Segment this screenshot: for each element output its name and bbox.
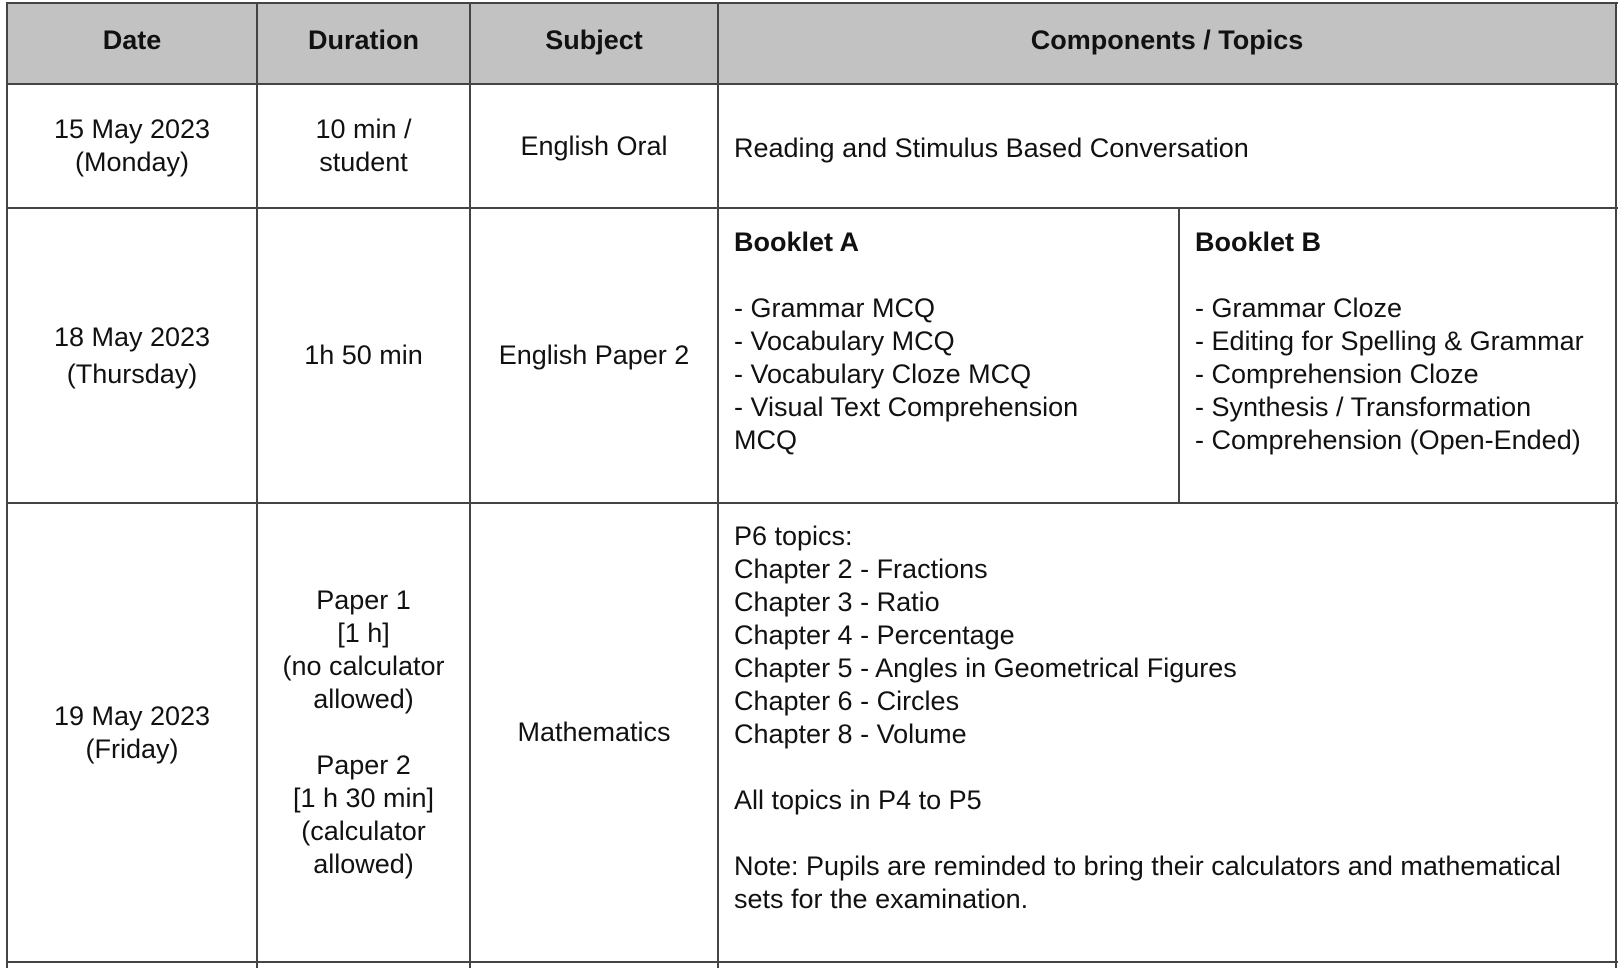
list-item: - Comprehension Cloze xyxy=(1195,359,1479,389)
all-topics-text: All topics in P4 to P5 xyxy=(734,785,982,815)
list-item: - Vocabulary MCQ xyxy=(734,326,955,356)
topics-intro: P6 topics: xyxy=(734,521,853,551)
booklet-b-title: Booklet B xyxy=(1195,227,1322,257)
header-date: Date xyxy=(102,24,162,55)
chapter-item: Chapter 2 - Fractions xyxy=(734,554,988,584)
paper2-line: Paper 2 xyxy=(316,750,411,780)
paper1-line: (no calculator xyxy=(282,651,445,681)
row-divider xyxy=(6,961,1618,963)
table-row-2-duration: 1h 50 min xyxy=(304,340,423,370)
chapter-item: Chapter 3 - Ratio xyxy=(734,587,940,617)
booklet-divider xyxy=(1178,208,1180,503)
list-item: - Comprehension (Open-Ended) xyxy=(1195,425,1581,455)
list-item: - Vocabulary Cloze MCQ xyxy=(734,359,1032,389)
chapter-item: Chapter 4 - Percentage xyxy=(734,620,1015,650)
date-text: 15 May 2023 xyxy=(53,114,211,144)
table-row-1-components: Reading and Stimulus Based Conversation xyxy=(734,133,1249,163)
day-text: (Monday) xyxy=(74,147,190,177)
paper2-line: allowed) xyxy=(313,849,414,879)
table-row-1-duration xyxy=(258,85,469,207)
list-item: - Synthesis / Transformation xyxy=(1195,392,1532,422)
table-row-3-components xyxy=(734,520,1561,916)
table-row-1-subject: English Oral xyxy=(520,130,668,161)
date-text: 19 May 2023 xyxy=(53,700,211,731)
table-row-1-date xyxy=(8,85,256,207)
chapter-item: Chapter 5 - Angles in Geometrical Figures xyxy=(734,653,1237,683)
header-components: Components / Topics xyxy=(1030,24,1304,55)
paper2-line: [1 h 30 min] xyxy=(292,783,435,813)
header-subject: Subject xyxy=(545,24,643,55)
table-row-2-subject: English Paper 2 xyxy=(498,340,690,370)
table-row-3-subject: Mathematics xyxy=(517,717,671,747)
paper1-line: allowed) xyxy=(313,684,414,714)
booklet-a xyxy=(734,226,1078,457)
list-item: - Grammar Cloze xyxy=(1195,293,1403,323)
day-text: (Thursday) xyxy=(66,358,198,389)
table-row-3-duration xyxy=(258,504,469,961)
duration-line: student xyxy=(319,147,408,177)
date-text: 18 May 2023 xyxy=(53,321,211,352)
duration-line: 10 min / xyxy=(315,114,412,144)
booklet-a-title: Booklet A xyxy=(734,227,860,257)
chapter-item: Chapter 6 - Circles xyxy=(734,686,960,716)
column-divider xyxy=(717,2,719,968)
paper2-line: (calculator xyxy=(301,816,426,846)
booklet-b xyxy=(1195,226,1584,457)
note-line: Note: Pupils are reminded to bring their calculators and mathematical xyxy=(734,851,1561,881)
table-row-3-date xyxy=(8,504,256,961)
list-item: - Grammar MCQ xyxy=(734,293,935,323)
list-item: - Editing for Spelling & Grammar xyxy=(1195,326,1584,356)
list-item: - Visual Text Comprehension xyxy=(734,392,1079,422)
paper1-line: Paper 1 xyxy=(316,585,411,615)
paper1-line: [1 h] xyxy=(337,618,390,648)
table-row-2-date xyxy=(8,209,256,502)
header-duration: Duration xyxy=(308,24,419,55)
note-line: sets for the examination. xyxy=(734,884,1029,914)
table-border-right xyxy=(1615,2,1617,968)
list-item: MCQ xyxy=(734,425,797,455)
day-text: (Friday) xyxy=(85,733,179,764)
chapter-item: Chapter 8 - Volume xyxy=(734,719,967,749)
